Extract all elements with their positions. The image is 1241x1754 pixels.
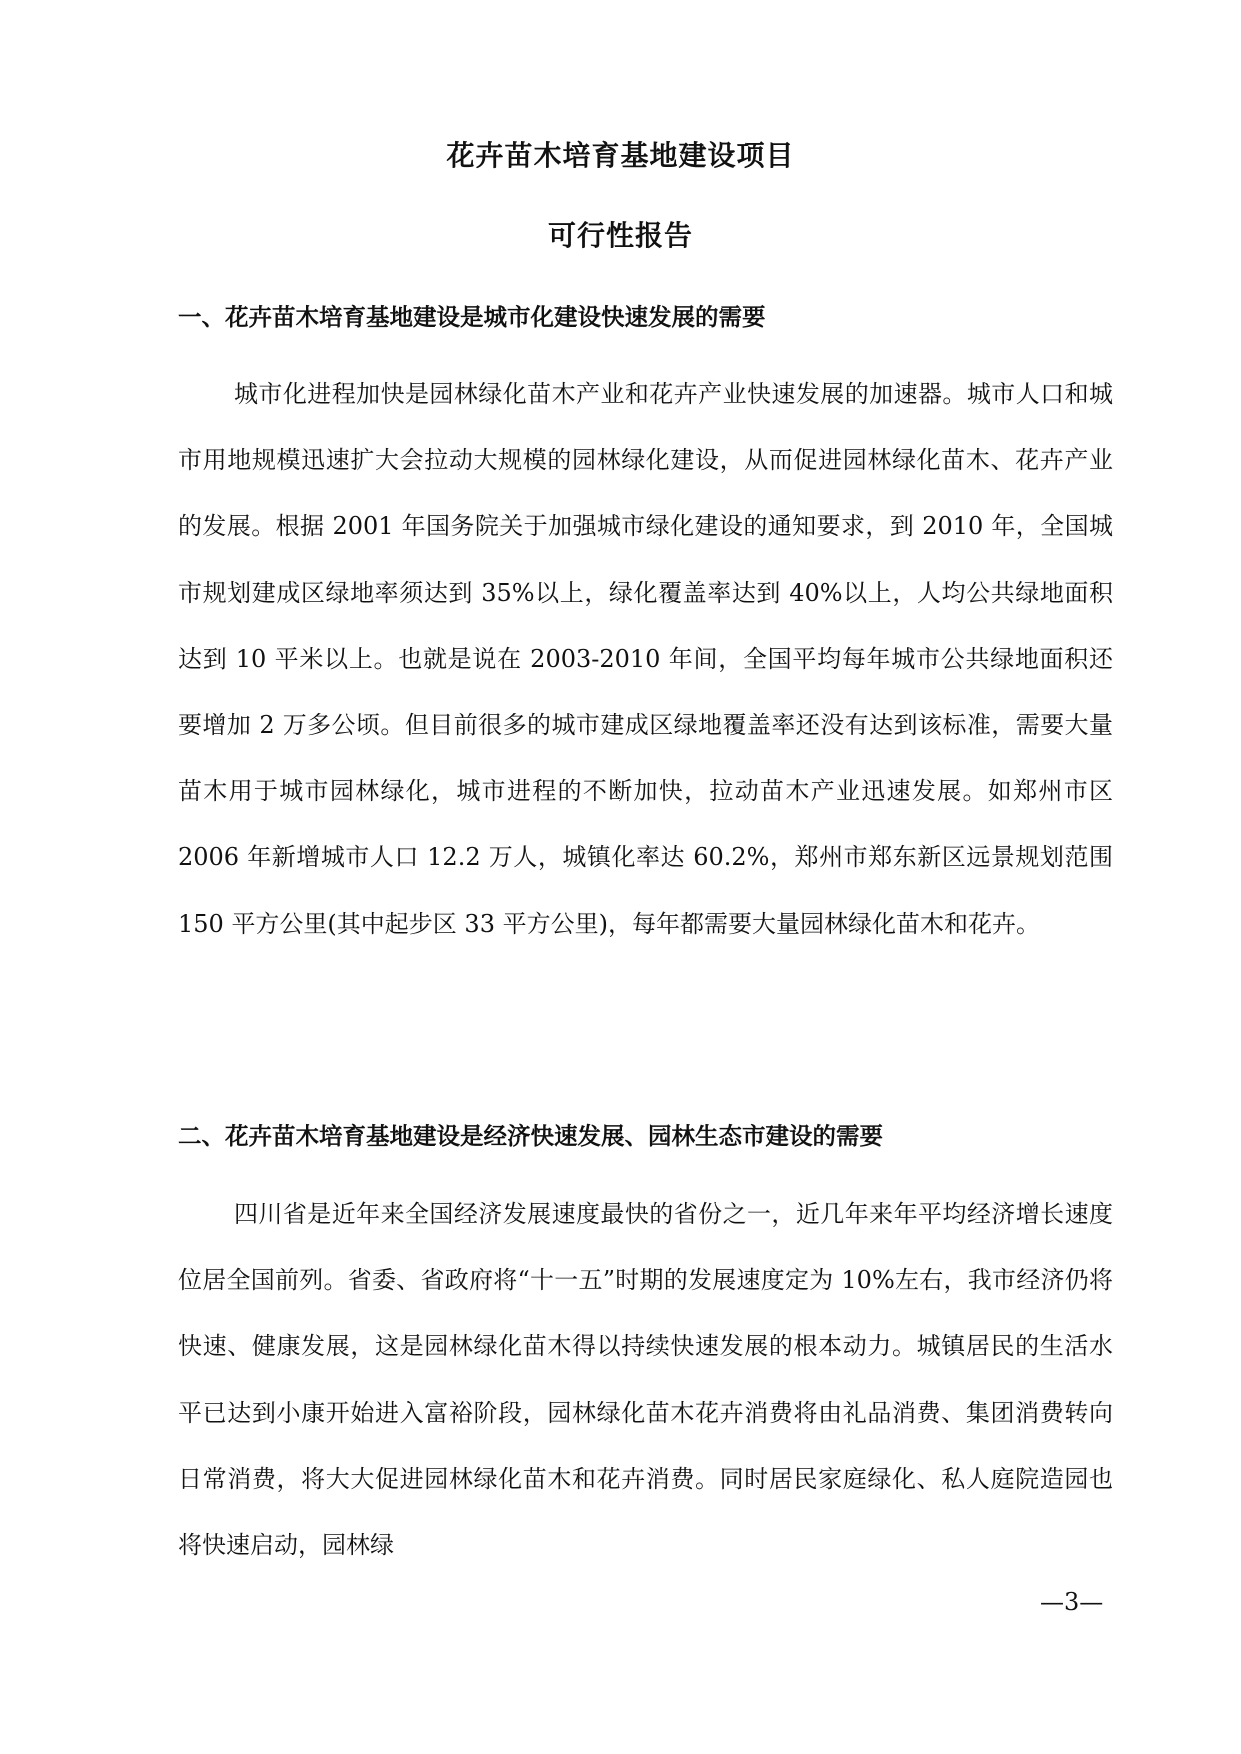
section-1-paragraph: 城市化进程加快是园林绿化苗木产业和花卉产业快速发展的加速器。城市人口和城市用地规模迅速扩大会拉动大规模的园林绿化建设，从而促进园林绿化苗木、花卉产业的发展。根据 2001 年国务院关于加强城市绿化建设的通知要求，到 2010 年，全国城市规划建成区绿地率须达到 35%以上，绿化覆盖率达到 40%以上，人均公共绿地面积达到 10 平米以上。也就是说在 2003-2010 年间，全国平均每年城市公共绿地面积还要增加 2 万多公顷。但目前很多的城市建成区绿地覆盖率还没有达到该标准，需要大量苗木用于城市园林绿化，城市进程的不断加快，拉动苗木产业迅速发展。如郑州市区 2006 年新增城市人口 12.2 万人，城镇化率达 60.2%，郑州市郑东新区远景规划范围 150 平方公里(其中起步区 33 平方公里)，每年都需要大量园林绿化苗木和花卉。 [178, 380, 1113, 938]
section-2-paragraph: 四川省是近年来全国经济发展速度最快的省份之一，近几年来年平均经济增长速度位居全国前列。省委、省政府将“十一五”时期的发展速度定为 10%左右，我市经济仍将快速、健康发展，这是园林绿化苗木得以持续快速发展的根本动力。城镇居民的生活水平已达到小康开始进入富裕阶段，园林绿化苗木花卉消费将由礼品消费、集团消费转向日常消费，将大大促进园林绿化苗木和花卉消费。同时居民家庭绿化、私人庭院造园也将快速启动，园林绿 [178, 1200, 1113, 1560]
section-2-heading: 二、花卉苗木培育基地建设是经济快速发展、园林生态市建设的需要 [178, 1122, 883, 1150]
document-title: 花卉苗木培育基地建设项目 [446, 139, 795, 172]
page-number: —3— [1040, 1588, 1104, 1616]
document-subtitle: 可行性报告 [547, 219, 693, 252]
section-1-heading: 一、花卉苗木培育基地建设是城市化建设快速发展的需要 [178, 303, 766, 331]
